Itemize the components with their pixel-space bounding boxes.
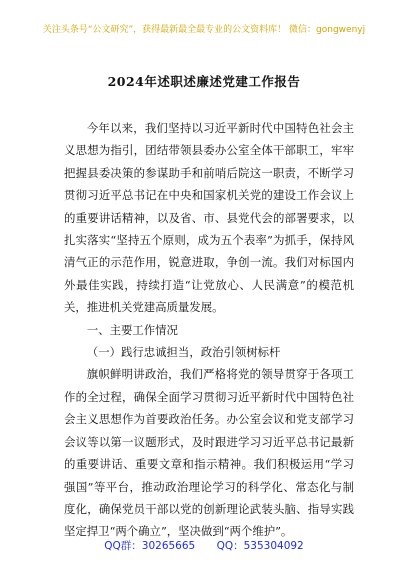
qq-number: QQ：535304092 <box>216 540 304 552</box>
subsection-heading: （一）践行忠诚担当，政治引领树标杆 <box>86 345 281 360</box>
document-title: 2024年述职述廉述党建工作报告 <box>107 74 301 89</box>
header-banner: 关注头条号“公文研究”，获得最新最全最专业的公文资料库！ 微信：gongwenyj <box>42 25 366 35</box>
body-paragraph: 旗帜鲜明讲政治，我们严格将党的领导贯穿于各项工作的全过程，确保全面学习贯彻习近平新时代中国特色社会主义思想作为首要政治任务。办公室会议和党支部学习会议等以第一议题形式，及时跟进学习习近平总书记最新的重要讲话、重要文章和指示精神。我们积极运用“学习强国”等平台，推动政治理论学习的科学化、常态化与制度化，确保党员干部以党的创新理论武装头脑、指导实践坚定捍卫“两个确立”，坚决做到“两个维护”。 <box>64 367 354 539</box>
qq-group-number: QQ群：30265665 <box>104 540 196 552</box>
section-heading: 一、主要工作情况 <box>86 322 178 337</box>
footer-banner <box>0 538 408 553</box>
intro-paragraph: 今年以来，我们坚持以习近平新时代中国特色社会主义思想为指引，团结带领县委办公室全体干部职工，牢牢把握县委决策的参谋助手和前哨后院这一职责，不断学习贯彻习近平总书记在中央和国家机关党的建设工作会议上的重要讲话精神，以及省、市、县党代会的部署要求，以扎实落实“坚持五个原则，成为五个表率”为抓手，保持风清气正的示范作用，锐意进取，争创一流。我们对标国内外最佳实践，持续打造“让党放心、人民满意”的模范机关，推进机关党建高质量发展。 <box>64 121 354 315</box>
document-body <box>64 117 354 543</box>
